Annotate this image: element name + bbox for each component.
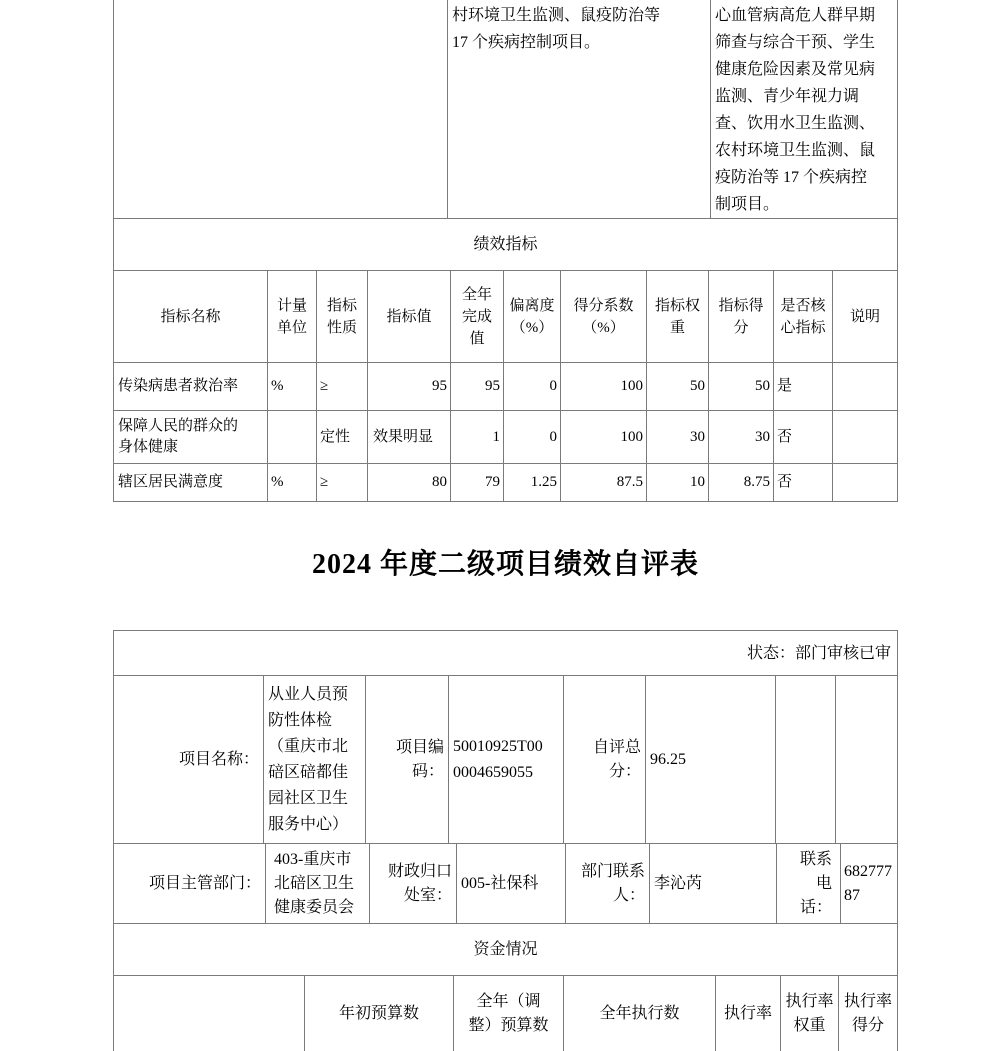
header-target-value: 指标值	[368, 271, 451, 363]
project-code-label: 项目编码：	[366, 676, 449, 844]
cell-remark	[833, 464, 898, 502]
project-code-value: 50010925T000004659055	[449, 676, 564, 844]
header-unit: 计量单位	[268, 271, 317, 363]
cell-indicator-name: 辖区居民满意度	[114, 464, 268, 502]
office-label: 财政归口处室：	[370, 844, 457, 924]
funds-header-empty	[114, 976, 305, 1051]
indicator-row	[114, 363, 898, 411]
funds-header-executed: 全年执行数	[564, 976, 716, 1051]
cell-is-core: 否	[774, 411, 833, 464]
funds-header-adjusted-budget: 全年（调整）预算数	[454, 976, 564, 1051]
contact-label: 部门联系人：	[566, 844, 650, 924]
cell-deviation: 1.25	[504, 464, 561, 502]
header-is-core: 是否核心指标	[774, 271, 833, 363]
indicator-row	[114, 411, 898, 464]
cell-deviation: 0	[504, 411, 561, 464]
header-indicator-name: 指标名称	[114, 271, 268, 363]
funds-header-initial-budget: 年初预算数	[305, 976, 454, 1051]
header-deviation: 偏离度（%）	[504, 271, 561, 363]
cell-deviation: 0	[504, 363, 561, 411]
cell-target: 80	[368, 464, 451, 502]
cell-is-core: 是	[774, 363, 833, 411]
cell-nature: ≥	[317, 363, 368, 411]
funds-header-rate-score: 执行率得分	[839, 976, 898, 1051]
cell-indicator-name: 保障人民的群众的身体健康	[114, 411, 268, 464]
header-remark: 说明	[833, 271, 898, 363]
goal-cell-right: 心血管病高危人群早期筛查与综合干预、学生健康危险因素及常见病监测、青少年视力调查、饮用水卫生监测、农村环境卫生监测、鼠疫防治等 17 个疾病控制项目。	[711, 0, 898, 219]
funds-header-row	[114, 976, 898, 1051]
phone-label: 联系电话：	[777, 844, 841, 924]
document	[113, 0, 898, 1051]
cell-target: 95	[368, 363, 451, 411]
cell-weight: 30	[647, 411, 709, 464]
cell-coefficient: 100	[561, 363, 647, 411]
status-text: 状态：部门审核已审	[114, 631, 898, 676]
cell-weight: 50	[647, 363, 709, 411]
indicator-row	[114, 464, 898, 502]
project-name-value: 从业人员预防性体检（重庆市北碚区碚都佳园社区卫生服务中心）	[264, 676, 366, 844]
phone-value: 68277787	[841, 844, 898, 924]
indicators-header-row	[114, 271, 898, 363]
cell-remark	[833, 363, 898, 411]
cell-target: 效果明显	[368, 411, 451, 464]
cell-score: 8.75	[709, 464, 774, 502]
empty-cell	[776, 676, 836, 844]
funds-header-execution-rate: 执行率	[716, 976, 781, 1051]
project-table	[113, 630, 898, 1051]
contact-value: 李沁芮	[650, 844, 777, 924]
cell-remark	[833, 411, 898, 464]
cell-nature: ≥	[317, 464, 368, 502]
cell-unit: %	[268, 464, 317, 502]
office-value: 005-社保科	[457, 844, 566, 924]
header-score: 指标得分	[709, 271, 774, 363]
cell-completion: 95	[451, 363, 504, 411]
indicators-section-title: 绩效指标	[114, 219, 898, 271]
self-score-label: 自评总分：	[564, 676, 646, 844]
dept-label: 项目主管部门：	[114, 844, 266, 924]
self-score-value: 96.25	[646, 676, 776, 844]
funds-section-title: 资金情况	[114, 924, 898, 976]
cell-unit: %	[268, 363, 317, 411]
cell-score: 30	[709, 411, 774, 464]
goal-table	[113, 0, 898, 502]
cell-score: 50	[709, 363, 774, 411]
cell-completion: 1	[451, 411, 504, 464]
goal-cell-left	[114, 0, 448, 219]
dept-value: 403-重庆市北碚区卫生健康委员会	[266, 844, 370, 924]
header-nature: 指标性质	[317, 271, 368, 363]
cell-indicator-name: 传染病患者救治率	[114, 363, 268, 411]
cell-completion: 79	[451, 464, 504, 502]
cell-nature: 定性	[317, 411, 368, 464]
cell-weight: 10	[647, 464, 709, 502]
project-dept-row	[114, 844, 898, 924]
funds-header-rate-weight: 执行率权重	[781, 976, 839, 1051]
page-title: 2024 年度二级项目绩效自评表	[311, 549, 699, 580]
cell-is-core: 否	[774, 464, 833, 502]
cell-coefficient: 87.5	[561, 464, 647, 502]
cell-unit	[268, 411, 317, 464]
project-name-label: 项目名称：	[114, 676, 264, 844]
header-score-coefficient: 得分系数（%）	[561, 271, 647, 363]
cell-coefficient: 100	[561, 411, 647, 464]
header-annual-completion: 全年完成值	[451, 271, 504, 363]
empty-cell	[836, 676, 898, 844]
project-info-row	[114, 676, 898, 844]
goal-cell-middle: 村环境卫生监测、鼠疫防治等 17 个疾病控制项目。	[448, 0, 711, 219]
header-weight: 指标权重	[647, 271, 709, 363]
